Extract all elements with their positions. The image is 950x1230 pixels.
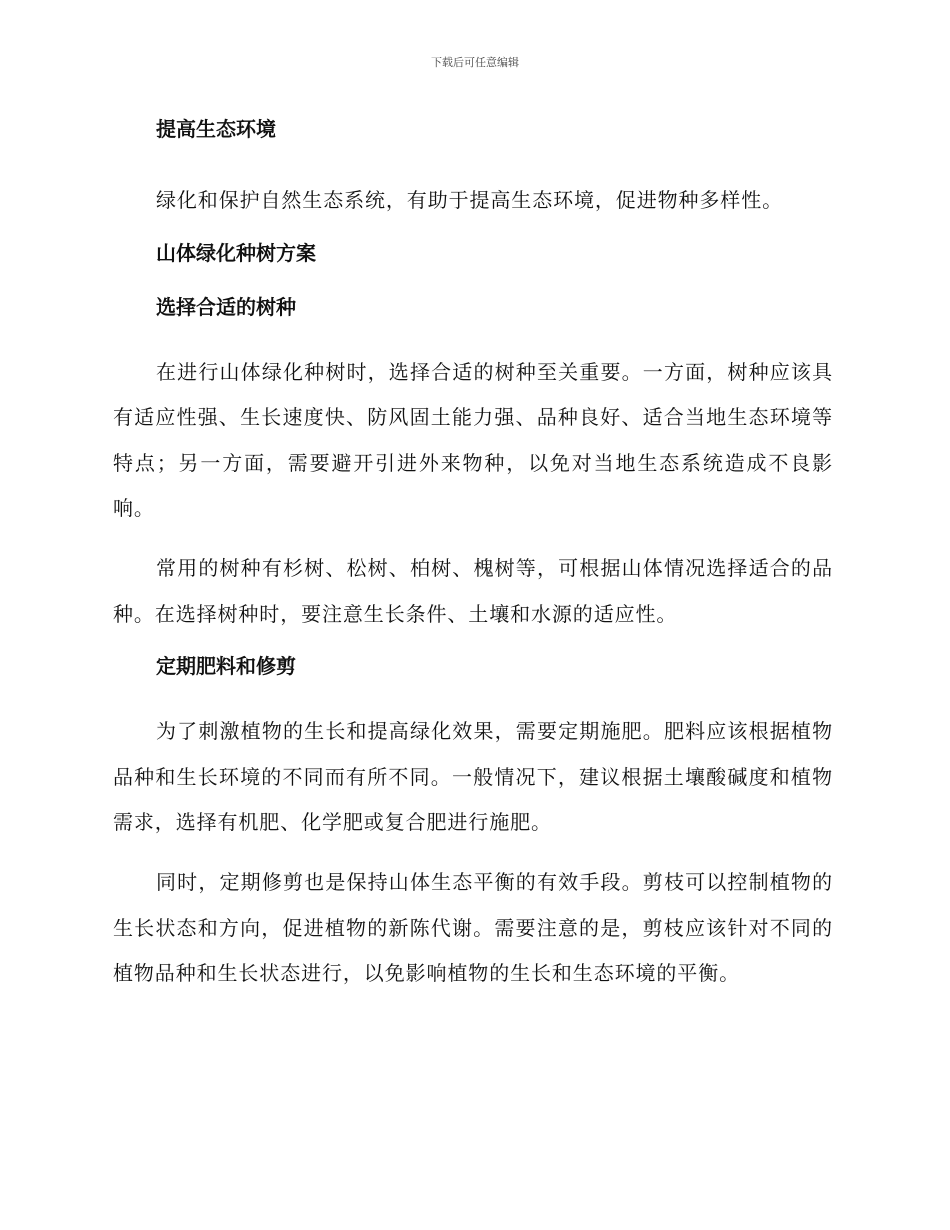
paragraph-species-2: 常用的树种有杉树、松树、柏树、槐树等，可根据山体情况选择适合的品种。在选择树种时，要注意生长条件、土壤和水源的适应性。 — [113, 555, 833, 626]
section-heading-ecology: 提高生态环境 — [156, 117, 276, 141]
paragraph-ecology: 绿化和保护自然生态系统，有助于提高生态环境，促进物种多样性。 — [156, 188, 783, 212]
section-heading-species: 选择合适的树种 — [156, 294, 296, 319]
paragraph-fertilize-2: 同时，定期修剪也是保持山体生态平衡的有效手段。剪枝可以控制植物的生长状态和方向，促进植物的新陈代谢。需要注意的是，剪枝应该针对不同的植物品种和生长状态进行，以免影响植物的生长和生态环境的平衡。 — [113, 869, 833, 986]
section-heading-fertilize: 定期肥料和修剪 — [156, 654, 296, 679]
paragraph-species-1: 在进行山体绿化种树时，选择合适的树种至关重要。一方面，树种应该具有适应性强、生长速度快、防风固土能力强、品种良好、适合当地生态环境等特点；另一方面，需要避开引进外来物种，以免对当地生态系统造成不良影响。 — [113, 359, 833, 521]
section-heading-plan: 山体绿化种树方案 — [156, 240, 316, 265]
document-body — [113, 112, 833, 1011]
page-header: 下载后可任意编辑 — [431, 56, 519, 69]
paragraph-fertilize-1: 为了刺激植物的生长和提高绿化效果，需要定期施肥。肥料应该根据植物品种和生长环境的不同而有所不同。一般情况下，建议根据土壤酸碱度和植物需求，选择有机肥、化学肥或复合肥进行施肥。 — [113, 719, 833, 835]
